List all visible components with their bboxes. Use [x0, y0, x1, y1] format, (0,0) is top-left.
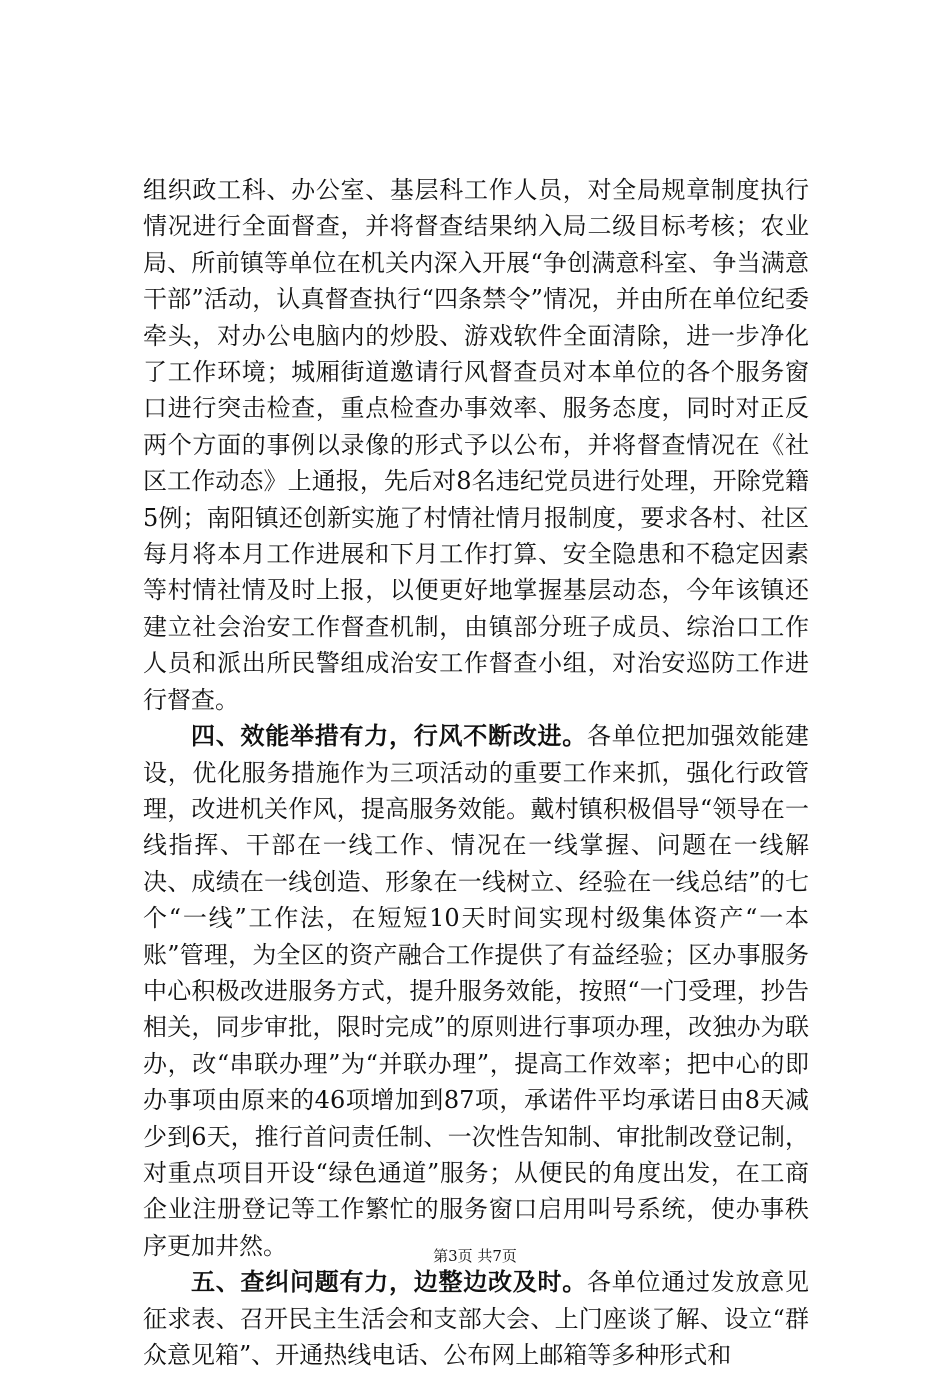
paragraph-continued: 组织政工科、办公室、基层科工作人员，对全局规章制度执行情况进行全面督查，并将督查结果纳入局二级目标考核；农业局、所前镇等单位在机关内深入开展“争创满意科室、争当满意干部”活动，认真督查执行“四条禁令”情况，并由所在单位纪委牵头，对办公电脑内的炒股、游戏软件全面清除，进一步净化了工作环境；城厢街道邀请行风督查员对本单位的各个服务窗口进行突击检查，重点检查办事效率、服务态度，同时对正反两个方面的事例以录像的形式予以公布，并将督查情况在《社区工作动态》上通报，先后对8名违纪党员进行处理，开除党籍5例；南阳镇还创新实施了村情社情月报制度，要求各村、社区每月将本月工作进展和下月工作打算、安全隐患和不稳定因素等村情社情及时上报，以便更好地掌握基层动态，今年该镇还建立社会治安工作督查机制，由镇部分班子成员、综治口工作人员和派出所民警组成治安工作督查小组，对治安巡防工作进行督查。 [143, 176, 809, 714]
paragraph-section-four [143, 718, 809, 1264]
section-heading-four: 四、效能举措有力，行风不断改进。 [191, 722, 587, 751]
section-body-five: 各单位通过发放意见征求表、召开民主生活会和支部大会、上门座谈了解、设立“群众意见箱”、开通热线电话、公布网上邮箱等多种形式和 [143, 1268, 809, 1369]
page-number-footer: 第3页 共7页 [433, 1247, 517, 1265]
section-heading-five: 五、查纠问题有力，边整边改及时。 [191, 1268, 587, 1297]
paragraph-section-five [143, 1264, 809, 1373]
section-body-four: 各单位把加强效能建设，优化服务措施作为三项活动的重要工作来抓，强化行政管理，改进机关作风，提高服务效能。戴村镇积极倡导“领导在一线指挥、干部在一线工作、情况在一线掌握、问题在一线解决、成绩在一线创造、形象在一线树立、经验在一线总结”的七个“一线”工作法，在短短10天时间实现村级集体资产“一本账”管理，为全区的资产融合工作提供了有益经验；区办事服务中心积极改进服务方式，提升服务效能，按照“一门受理，抄告相关，同步审批，限时完成”的原则进行事项办理，改独办为联办，改“串联办理”为“并联办理”，提高工作效率；把中心的即办事项由原来的46项增加到87项，承诺件平均承诺日由8天减少到6天，推行首问责任制、一次性告知制、审批制改登记制，对重点项目开设“绿色通道”服务；从便民的角度出发，在工商企业注册登记等工作繁忙的服务窗口启用叫号系统，使办事秩序更加井然。 [143, 722, 809, 1260]
document-body [143, 172, 809, 1373]
